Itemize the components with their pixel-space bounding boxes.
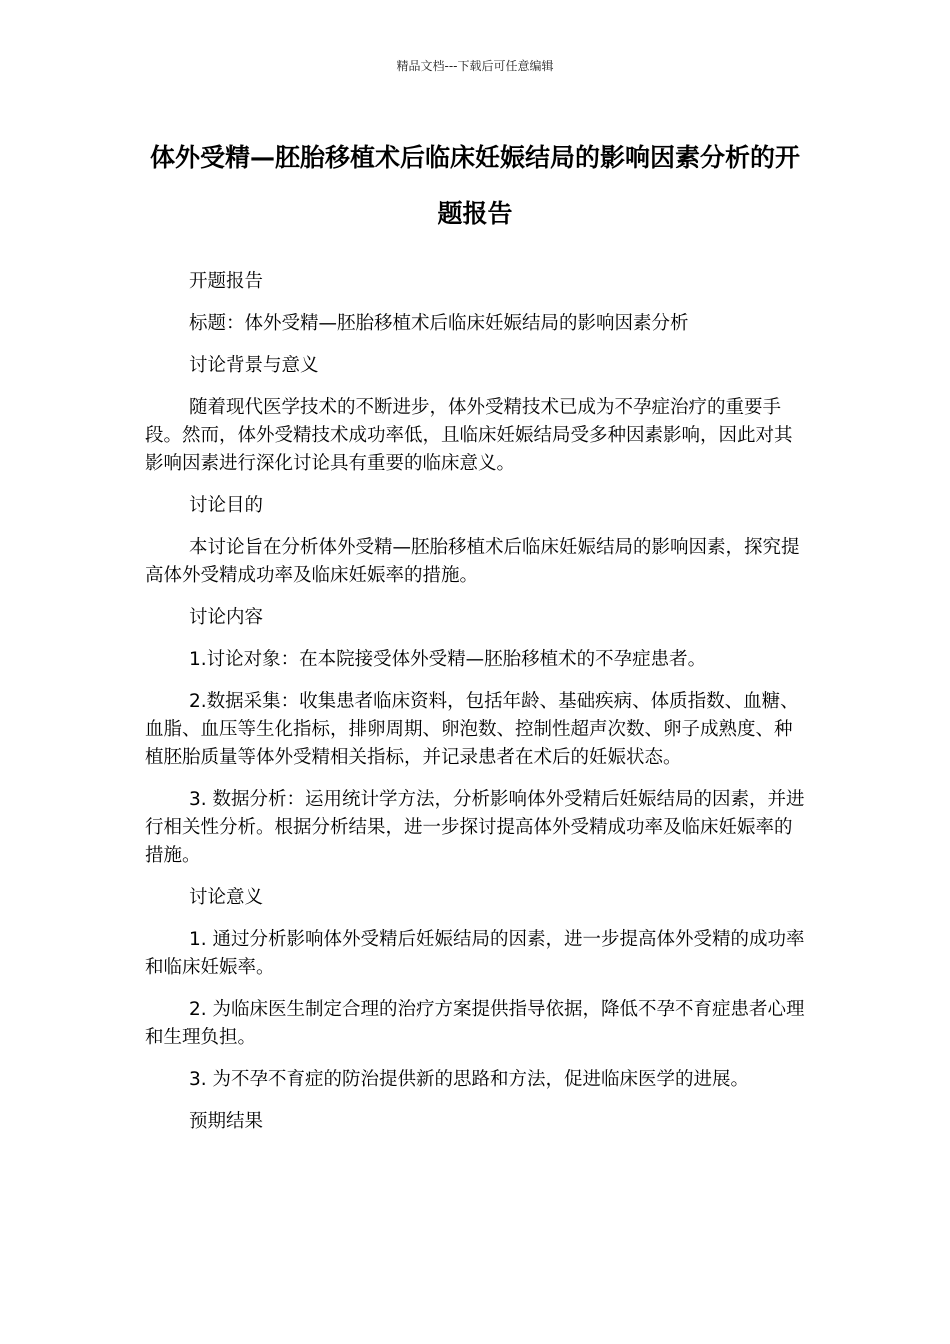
- topic-line: 标题：体外受精—胚胎移植术后临床妊娠结局的影响因素分析: [189, 313, 689, 334]
- section-heading-content: 讨论内容: [189, 607, 264, 628]
- document-title: 体外受精—胚胎移植术后临床妊娠结局的影响因素分析的开题报告: [149, 143, 800, 228]
- content-item-3: 3. 数据分析：运用统计学方法，分析影响体外受精后妊娠结局的因素，并进行相关性分析。根据分析结果，进一步探讨提高体外受精成功率及临床妊娠率的措施。: [145, 789, 805, 866]
- significance-item-1: 1. 通过分析影响体外受精后妊娠结局的因素，进一步提高体外受精的成功率和临床妊娠率。: [145, 929, 805, 978]
- section-heading-expected-results: 预期结果: [189, 1111, 264, 1132]
- significance-item-3: 3. 为不孕不育症的防治提供新的思路和方法，促进临床医学的进展。: [189, 1069, 750, 1090]
- document-body: [145, 268, 810, 1150]
- section-heading-significance: 讨论意义: [189, 887, 264, 908]
- content-item-2: 2.数据采集：收集患者临床资料，包括年龄、基础疾病、体质指数、血糖、血脂、血压等生化指标，排卵周期、卵泡数、控制性超声次数、卵子成熟度、种植胚胎质量等体外受精相关指标，并记录患者在术后的妊娠状态。: [145, 691, 799, 768]
- section-heading-purpose: 讨论目的: [189, 495, 264, 516]
- significance-item-2: 2. 为临床医生制定合理的治疗方案提供指导依据，降低不孕不育症患者心理和生理负担。: [145, 999, 805, 1048]
- page-header-watermark: 精品文档---下载后可任意编辑: [396, 59, 554, 73]
- background-paragraph: 随着现代医学技术的不断进步，体外受精技术已成为不孕症治疗的重要手段。然而，体外受精技术成功率低，且临床妊娠结局受多种因素影响，因此对其影响因素进行深化讨论具有重要的临床意义。: [145, 397, 793, 474]
- purpose-paragraph: 本讨论旨在分析体外受精—胚胎移植术后临床妊娠结局的影响因素，探究提高体外受精成功率及临床妊娠率的措施。: [145, 537, 800, 586]
- section-label-proposal: 开题报告: [189, 271, 264, 292]
- content-item-1: 1.讨论对象：在本院接受体外受精—胚胎移植术的不孕症患者。: [189, 649, 707, 670]
- section-heading-background: 讨论背景与意义: [189, 355, 319, 376]
